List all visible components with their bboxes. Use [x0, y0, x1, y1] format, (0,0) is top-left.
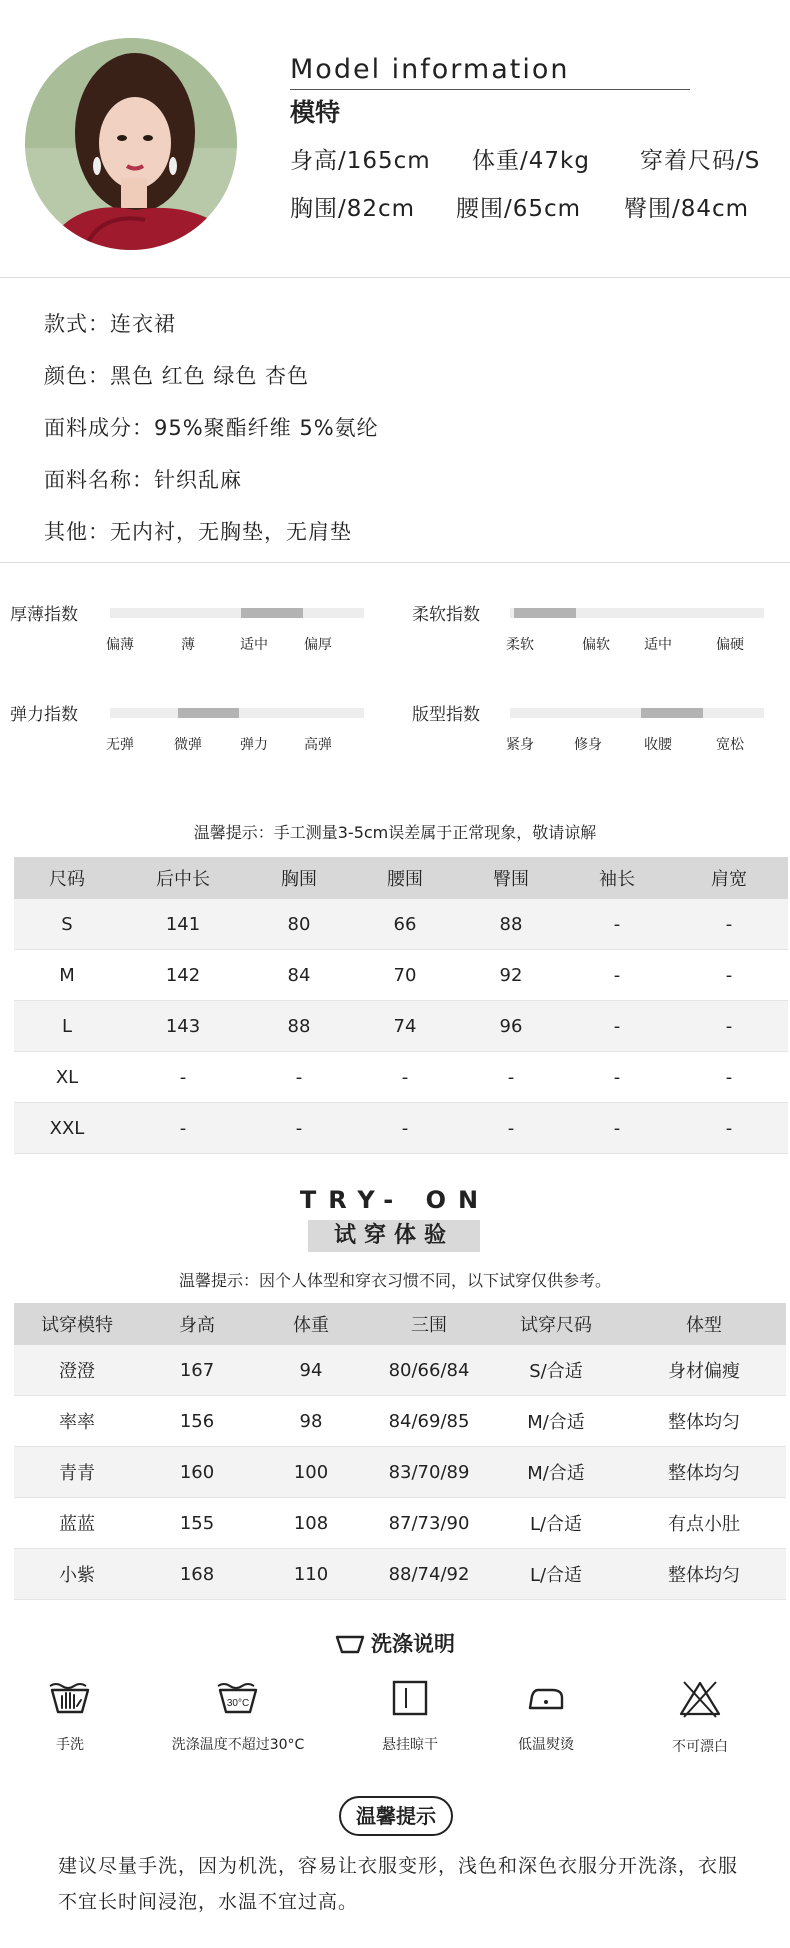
product-other: 其他：无内衬，无胸垫，无肩垫 [44, 520, 352, 544]
tryon-note: 温馨提示：因个人体型和穿衣习惯不同，以下试穿仅供参考。 [178, 1271, 611, 1290]
table-header-cell: 后中长 [120, 857, 246, 899]
index-option: 高弹 [304, 737, 332, 753]
table-cell: 94 [254, 1345, 368, 1396]
index-label: 厚薄指数 [10, 605, 78, 625]
table-cell: - [352, 1103, 458, 1154]
product-fabric: 面料名称：针织乱麻 [44, 468, 242, 492]
table-cell: L/合适 [490, 1498, 622, 1549]
index-track [110, 608, 364, 618]
table-header-cell: 试穿模特 [14, 1303, 140, 1345]
model-avatar [25, 38, 237, 250]
table-cell: 168 [140, 1549, 254, 1600]
table-cell: 160 [140, 1447, 254, 1498]
table-cell: - [246, 1103, 352, 1154]
index-option: 偏厚 [304, 637, 332, 653]
section-divider [0, 562, 790, 563]
table-cell: L [14, 1001, 120, 1052]
table-header-cell: 臀围 [458, 857, 564, 899]
wash-label: 不可漂白 [672, 1739, 728, 1755]
model-title-underline [290, 89, 690, 90]
table-cell: - [564, 950, 670, 1001]
wash-item-30c [158, 1680, 318, 1754]
index-option: 适中 [644, 637, 672, 653]
table-cell: - [458, 1052, 564, 1103]
table-row [14, 1345, 786, 1396]
wash-label: 洗涤温度不超过30°C [171, 1737, 305, 1753]
table-cell: - [246, 1052, 352, 1103]
table-cell: 142 [120, 950, 246, 1001]
index-option: 适中 [240, 637, 268, 653]
wash-item-no-bleach [620, 1680, 780, 1756]
table-cell: S [14, 899, 120, 950]
washing-title [0, 1628, 790, 1660]
table-cell: - [670, 950, 788, 1001]
index-option: 偏软 [582, 637, 610, 653]
table-cell: 小紫 [14, 1549, 140, 1600]
index-option: 偏薄 [106, 637, 134, 653]
table-header-cell: 胸围 [246, 857, 352, 899]
table-row [14, 1103, 788, 1154]
table-cell: 蓝蓝 [14, 1498, 140, 1549]
table-cell: - [670, 899, 788, 950]
table-cell: 143 [120, 1001, 246, 1052]
table-cell: - [120, 1052, 246, 1103]
table-cell: 167 [140, 1345, 254, 1396]
model-subtitle: 模特 [290, 98, 341, 127]
model-info-title: Model information [290, 54, 570, 85]
tips-badge: 温馨提示 [339, 1796, 453, 1836]
size-table-note: 温馨提示：手工测量3-5cm误差属于正常现象，敬请谅解 [193, 823, 597, 842]
index-track [110, 708, 364, 718]
table-cell: 84/69/85 [368, 1396, 490, 1447]
wash-item-low-iron [466, 1680, 626, 1754]
table-cell: 整体均匀 [622, 1447, 786, 1498]
table-cell: 110 [254, 1549, 368, 1600]
table-cell: - [564, 1052, 670, 1103]
table-cell: XXL [14, 1103, 120, 1154]
index-selected-marker [241, 608, 303, 618]
table-cell: 有点小肚 [622, 1498, 786, 1549]
table-cell: 澄澄 [14, 1345, 140, 1396]
index-option: 无弹 [106, 737, 134, 753]
table-cell: 141 [120, 899, 246, 950]
table-cell: 70 [352, 950, 458, 1001]
model-bust: 胸围/82cm [290, 196, 416, 222]
table-cell: 156 [140, 1396, 254, 1447]
product-composition: 面料成分：95%聚酯纤维 5%氨纶 [44, 416, 379, 440]
table-cell: 88 [246, 1001, 352, 1052]
model-waist: 腰围/65cm [456, 196, 582, 222]
index-label: 版型指数 [412, 705, 480, 725]
table-header-cell: 袖长 [564, 857, 670, 899]
table-cell: XL [14, 1052, 120, 1103]
table-row [14, 1001, 788, 1052]
table-header-cell: 腰围 [352, 857, 458, 899]
table-cell: - [352, 1052, 458, 1103]
basin-icon [335, 1633, 365, 1660]
table-cell: 84 [246, 950, 352, 1001]
table-cell: 80 [246, 899, 352, 950]
table-cell: 108 [254, 1498, 368, 1549]
product-colors: 颜色：黑色 红色 绿色 杏色 [44, 364, 310, 388]
table-cell: 率率 [14, 1396, 140, 1447]
svg-text:30°C: 30°C [226, 1698, 250, 1709]
index-option: 薄 [181, 637, 195, 653]
no-bleach-icon [620, 1680, 780, 1722]
table-cell: 66 [352, 899, 458, 950]
table-row [14, 1052, 788, 1103]
table-cell: 100 [254, 1447, 368, 1498]
table-cell: M/合适 [490, 1396, 622, 1447]
table-cell: 92 [458, 950, 564, 1001]
table-cell: M [14, 950, 120, 1001]
table-cell: 83/70/89 [368, 1447, 490, 1498]
table-cell: - [564, 1001, 670, 1052]
index-selected-marker [178, 708, 240, 718]
index-option: 微弹 [174, 737, 202, 753]
table-header-cell: 体型 [622, 1303, 786, 1345]
model-height: 身高/165cm [290, 148, 431, 174]
table-cell: 身材偏瘦 [622, 1345, 786, 1396]
model-hip: 臀围/84cm [624, 196, 750, 222]
wash-label: 手洗 [56, 1737, 84, 1753]
index-option: 柔软 [506, 637, 534, 653]
size-table [14, 857, 788, 1154]
index-option: 偏硬 [716, 637, 744, 653]
tryon-subtitle: 试穿体验 [308, 1220, 480, 1252]
table-cell: M/合适 [490, 1447, 622, 1498]
table-cell: - [458, 1103, 564, 1154]
table-cell: L/合适 [490, 1549, 622, 1600]
table-cell: 98 [254, 1396, 368, 1447]
index-option: 弹力 [240, 737, 268, 753]
table-row [14, 950, 788, 1001]
table-cell: - [670, 1103, 788, 1154]
table-cell: - [670, 1052, 788, 1103]
model-size: 穿着尺码/S [640, 148, 761, 174]
table-cell: S/合适 [490, 1345, 622, 1396]
table-cell: 青青 [14, 1447, 140, 1498]
wash-label: 低温熨烫 [518, 1737, 574, 1753]
table-cell: 整体均匀 [622, 1549, 786, 1600]
table-cell: - [120, 1103, 246, 1154]
table-cell: 88 [458, 899, 564, 950]
index-option: 宽松 [716, 737, 744, 753]
table-row [14, 899, 788, 950]
table-header-cell: 肩宽 [670, 857, 788, 899]
index-label: 弹力指数 [10, 705, 78, 725]
table-cell: - [564, 1103, 670, 1154]
hand-wash-icon [0, 1680, 150, 1720]
index-track [510, 608, 764, 618]
wash-label: 悬挂晾干 [382, 1737, 438, 1753]
table-header-cell: 尺码 [14, 857, 120, 899]
index-option: 修身 [574, 737, 602, 753]
index-selected-marker [514, 608, 576, 618]
table-row [14, 1396, 786, 1447]
table-header-cell: 身高 [140, 1303, 254, 1345]
table-cell: 88/74/92 [368, 1549, 490, 1600]
table-row [14, 1447, 786, 1498]
table-cell: 96 [458, 1001, 564, 1052]
wash-30-icon [158, 1680, 318, 1720]
index-option: 紧身 [506, 737, 534, 753]
table-header-cell: 试穿尺码 [490, 1303, 622, 1345]
table-cell: 74 [352, 1001, 458, 1052]
tips-text: 建议尽量手洗，因为机洗，容易让衣服变形，浅色和深色衣服分开洗涤，衣服不宜长时间浸泡，水温不宜过高。 [58, 1855, 739, 1913]
washing-title-text: 洗涤说明 [371, 1632, 455, 1656]
table-cell: 整体均匀 [622, 1396, 786, 1447]
table-cell: 87/73/90 [368, 1498, 490, 1549]
tryon-table [14, 1303, 786, 1600]
index-track [510, 708, 764, 718]
table-row [14, 1498, 786, 1549]
table-cell: - [670, 1001, 788, 1052]
index-option: 收腰 [644, 737, 672, 753]
section-divider [0, 277, 790, 278]
product-style: 款式：连衣裙 [44, 312, 176, 336]
table-cell: - [564, 899, 670, 950]
table-header-cell: 三围 [368, 1303, 490, 1345]
low-iron-icon [466, 1680, 626, 1720]
index-label: 柔软指数 [412, 605, 480, 625]
model-weight: 体重/47kg [472, 148, 590, 174]
table-cell: 155 [140, 1498, 254, 1549]
index-selected-marker [641, 708, 703, 718]
tryon-title: TRY- ON [299, 1186, 491, 1214]
wash-item-hand-wash [0, 1680, 150, 1754]
table-row [14, 1549, 786, 1600]
table-header-cell: 体重 [254, 1303, 368, 1345]
table-cell: 80/66/84 [368, 1345, 490, 1396]
